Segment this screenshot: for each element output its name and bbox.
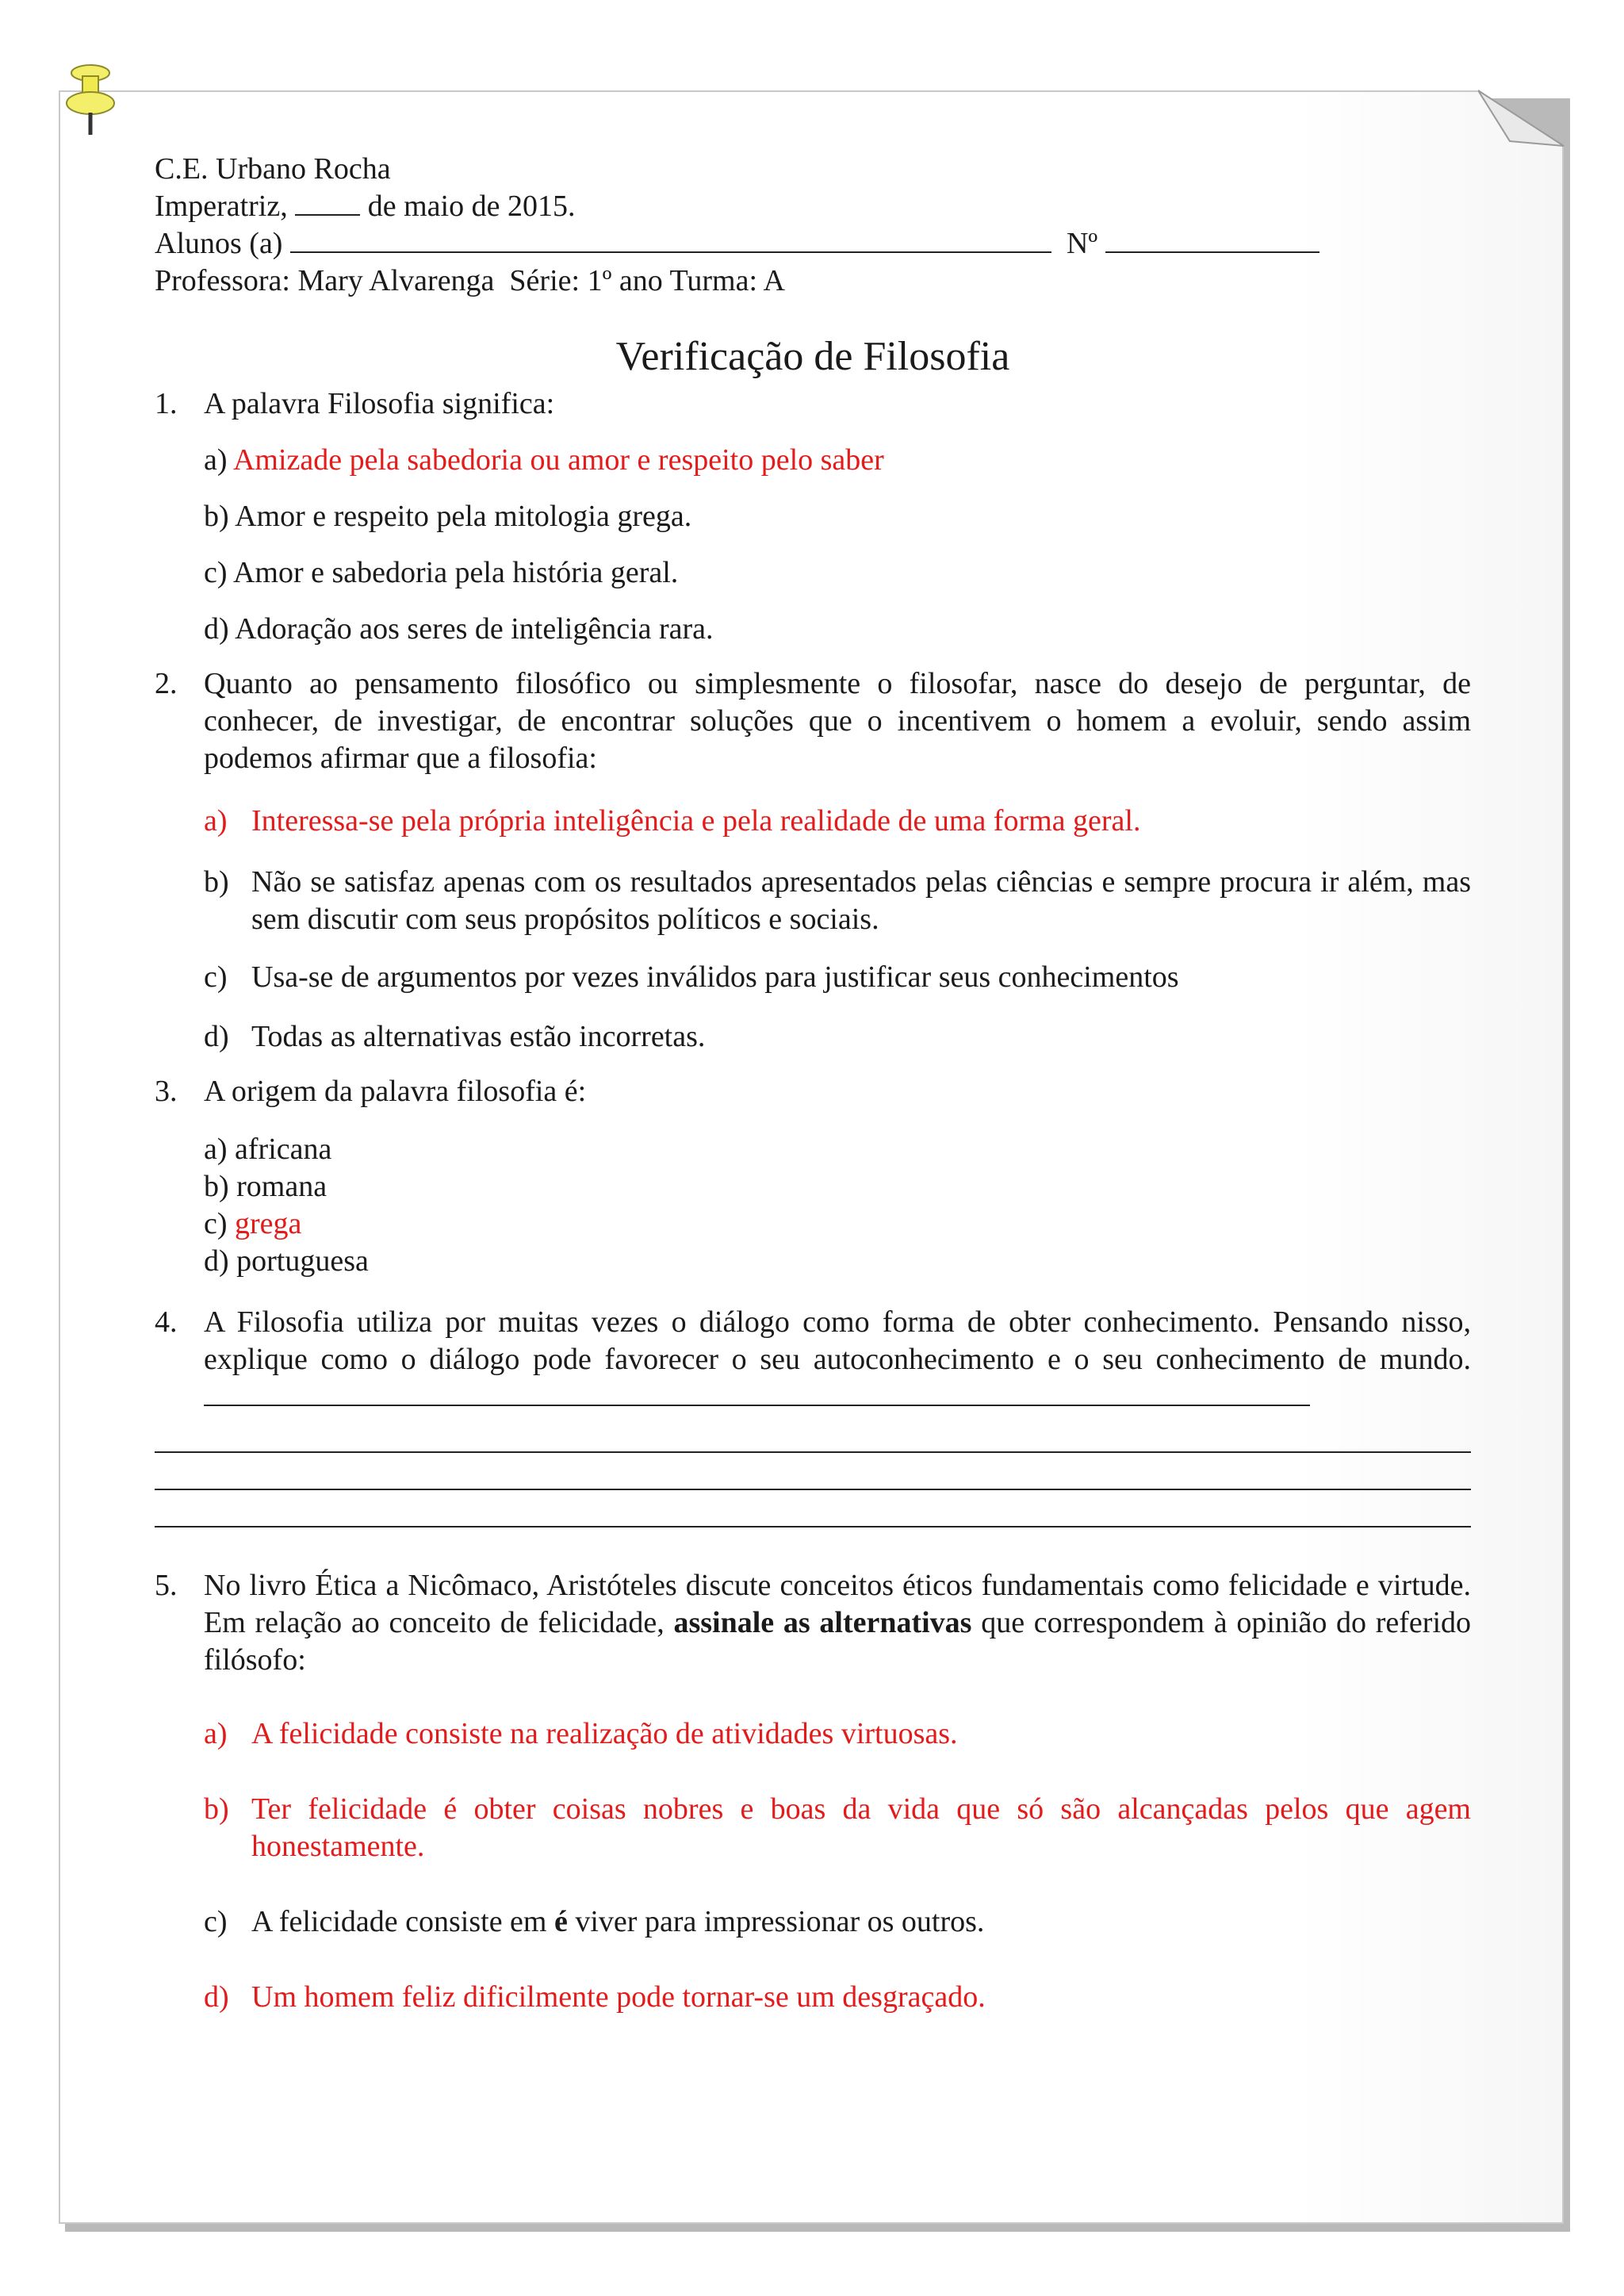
question-3: 3. A origem da palavra filosofia é:	[155, 1075, 587, 1108]
q5-option-b: b) Ter felicidade é obter coisas nobres e boas da vida que só são alcançadas pelos que agem honestamente.	[204, 1792, 1471, 1863]
q3-option-a: a) africana	[204, 1133, 332, 1166]
q5-option-c: c) A felicidade consiste em é viver para impressionar os outros.	[204, 1905, 985, 1938]
question-1: 1. A palavra Filosofia significa:	[155, 387, 555, 420]
q5-option-a: a) A felicidade consiste na realização de atividades virtuosas.	[204, 1717, 958, 1750]
q1-option-c: c) Amor e sabedoria pela história geral.	[204, 556, 679, 589]
question-4: 4. A Filosofia utiliza por muitas vezes o diálogo como forma de obter conhecimento. Pensando nisso, explique como o diálogo pode favorecer o seu autoconhecimento e o seu conhecimento de mundo.	[155, 1304, 1471, 1416]
question-5: 5. No livro Ética a Nicômaco, Aristóteles discute conceitos éticos fundamentais como felicidade e virtude. Em relação ao conceito de felicidade, assinale as alternativas que correspondem à opinião do referido filósofo:	[155, 1569, 1471, 1677]
student-name-blank[interactable]	[290, 228, 1051, 253]
q2-option-c: c) Usa-se de argumentos por vezes inválidos para justificar seus conhecimentos	[204, 960, 1179, 994]
teacher-line: Professora: Mary Alvarenga Série: 1º ano Turma: A	[155, 264, 785, 297]
q3-option-b: b) romana	[204, 1170, 327, 1203]
page-curl-corner	[1478, 89, 1567, 151]
day-blank[interactable]	[295, 190, 360, 216]
answer-line[interactable]	[155, 1490, 1471, 1527]
answer-line[interactable]	[155, 1416, 1471, 1453]
q2-option-a: a) Interessa-se pela própria inteligência e pela realidade de uma forma geral.	[204, 804, 1141, 838]
answer-blank-inline[interactable]	[204, 1381, 1310, 1406]
pushpin-icon	[63, 62, 119, 138]
page-title: Verificação de Filosofia	[615, 334, 1010, 379]
q2-option-d: d) Todas as alternativas estão incorretas.	[204, 1020, 706, 1053]
date-line: Imperatriz, de maio de 2015.	[155, 190, 576, 223]
q2-option-b: b) Não se satisfaz apenas com os resultados apresentados pelas ciências e sempre procura ir além, mas sem discutir com seus propósitos políticos e sociais.	[204, 865, 1471, 936]
students-line: Alunos (a) Nº	[155, 225, 1471, 263]
school-name: C.E. Urbano Rocha	[155, 152, 391, 186]
q1-option-b: b) Amor e respeito pela mitologia grega.	[204, 500, 692, 533]
answer-line[interactable]	[155, 1453, 1471, 1490]
q5-option-d: d) Um homem feliz dificilmente pode tornar-se um desgraçado.	[204, 1980, 986, 2014]
q3-option-d: d) portuguesa	[204, 1244, 369, 1278]
document-body	[155, 151, 1471, 2016]
student-number-blank[interactable]	[1105, 228, 1320, 253]
q1-option-d: d) Adoração aos seres de inteligência rara.	[204, 612, 714, 646]
question-2: 2. Quanto ao pensamento filosófico ou simplesmente o filosofar, nasce do desejo de perguntar, de conhecer, de investigar, de encontrar soluções que o incentivem o homem a evoluir, sendo assim podemos afirmar que a filosofia:	[155, 667, 1471, 775]
q3-option-c: c) grega	[204, 1207, 302, 1240]
q1-option-a: a) Amizade pela sabedoria ou amor e respeito pelo saber	[204, 443, 884, 477]
